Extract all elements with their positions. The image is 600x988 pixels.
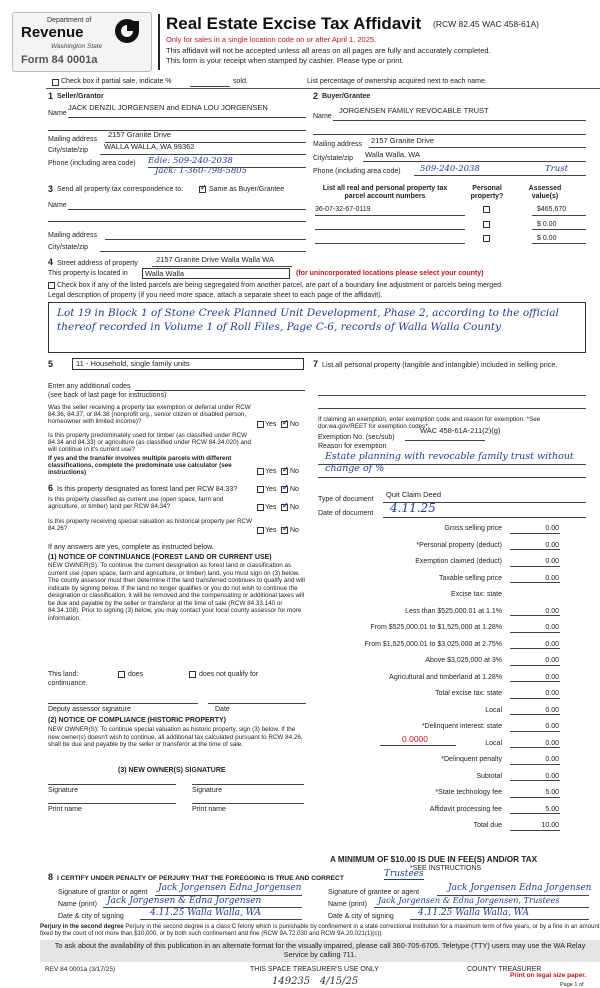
grantor-date-label: Date & city of signing [58,913,124,920]
section-8-num: 8 [48,872,54,882]
finance-row [370,806,560,815]
finance-row-label: Local [485,739,502,747]
assessed-line-2 [532,229,586,230]
parcel-header: List all real and personal property tax parcel account numbers [322,185,448,200]
correspondence-line-2 [48,221,306,222]
section-top-rule [46,88,600,89]
historic-no-label: No [290,527,299,534]
grantee-date-line [410,919,589,920]
this-land-label: This land: [48,671,79,678]
legal-paper-note: Print on legal size paper. [510,972,587,979]
finance-row-value[interactable]: 0.00 [510,558,560,567]
continuance-label: continuance. [48,680,88,687]
section-2-num: 2 [313,91,319,101]
perjury-text: Perjury in the second degree Perjury in the second degree is a class C felony which is punishable by confinement in a state correctional institution for a maximum term of five years, or by a fine in an amount fixed by the court of not more than $10,000, or by both such confinement and fine (RCW 9A.72.030 and RCW 9A.20.021(1)(c)). [40,923,600,937]
correspondence-label: Send all property tax correspondence to: [57,186,184,193]
q2-yes-checkbox[interactable] [257,468,264,475]
finance-row-value[interactable]: 0.00 [510,740,560,749]
street-value[interactable]: 2157 Granite Drive Walla Walla WA [156,255,274,264]
buyer-city[interactable]: Walla Walla, WA [365,150,421,159]
finance-row [370,542,560,551]
dor-logo [12,12,152,72]
finance-row [370,657,560,666]
additional-codes-line [135,390,305,391]
finance-row [370,674,560,683]
timber-question: Is this property predominately used for timber (as classified under RCW 84.34 and 84.33) or agriculture (as classified under RCW 84.34.020) and will continue in it's current use? [48,432,252,454]
finance-row-value[interactable]: 0.00 [510,773,560,782]
reason-line-1 [318,464,586,465]
notice-continuance-heading: (1) NOTICE OF CONTINUANCE (FOREST LAND OR CURRENT USE) [48,554,272,561]
finance-row-value[interactable]: 5.00 [510,789,560,798]
parcel-row-1[interactable] [315,206,371,214]
certify-text: I CERTIFY UNDER PENALTY OF PERJURY THAT THE FOREGOING IS TRUE AND CORRECT [57,875,344,882]
forest-no-label: No [290,486,299,493]
owner-sig-line-2 [192,784,304,785]
grantee-name-label: Name (print) [328,901,367,908]
page-number: Page 1 of [560,982,584,988]
header-warning: Only for sales in a single location code on or after April 1, 2025. [166,35,377,44]
finance-row-value[interactable]: 0.00 [510,723,560,732]
grantee-signature[interactable]: Jack Jorgensen Edna Jorgensen [448,883,592,893]
current-use-no-label: No [290,504,299,511]
finance-row-label: Gross selling price [444,525,502,532]
buyer-mail[interactable]: 2157 Granite Drive [371,136,434,145]
see-instructions: *SEE INSTRUCTIONS [410,865,482,872]
owner-sig-label-2: Signature [192,787,222,794]
street-line [152,266,292,267]
exemption-no-line [405,440,485,441]
finance-row [370,756,560,765]
recording-handnote: 149235 4/15/25 [272,976,359,987]
finance-row-label: From $1,525,000.01 to $3,025,000 at 2.75% [364,640,502,648]
finance-row-value[interactable]: 0.00 [510,641,560,650]
owner-sig-label-1: Signature [48,787,78,794]
buyer-name-line [333,120,586,121]
grantee-date[interactable]: 4.11.25 Walla Walla, WA [418,908,530,918]
historic-yes-label: Yes [265,527,277,534]
grantor-name-label: Name (print) [58,901,97,908]
finance-row-label: Above $3,025,000 at 3% [425,657,502,664]
personal-property-text: List all personal property (tangible and intangible) included in selling price. [322,360,558,369]
seller-phone-line [148,167,306,168]
finance-row [370,558,560,567]
personal-property-checkbox-1[interactable] [483,206,490,213]
finance-row-label: Affidavit processing fee [429,805,502,813]
header-note-1: This affidavit will not be accepted unless all areas on all pages are fully and accurately completed. [166,46,491,55]
parcel-line-1 [315,215,465,216]
buyer-name-line-2 [313,134,586,135]
finance-row [370,707,560,716]
buyer-heading: Buyer/Grantee [322,93,371,100]
finance-row-label: *Delinquent penalty [441,756,502,763]
partial-sold-label: sold. [233,78,248,85]
owner-print-line-1 [48,803,176,804]
assessed-value-header: Assessed value(s) [528,185,562,200]
q2-no-label: No [290,468,299,475]
grantor-signature[interactable]: Jack Jorgensen Edna Jorgensen [158,883,302,893]
finance-row-label: Taxable selling price [438,574,502,582]
finance-row-label: From $525,000.01 to $1,525,000 at 1.28% [370,624,502,631]
finance-row [370,822,560,831]
partial-sale-checkbox[interactable] [52,79,59,86]
minimum-due-note: A MINIMUM OF $10.00 IS DUE IN FEE(S) AND/OR TAX [330,855,538,864]
finance-row-value[interactable]: 0.00 [510,542,560,551]
q1-yes-checkbox[interactable] [257,421,264,428]
finance-row [370,789,560,798]
personal-property-checkbox-2[interactable] [483,221,490,228]
finance-row-label: *State technology fee [435,789,502,796]
historic-yes-checkbox[interactable] [257,527,264,534]
logo-dept: Department of [47,17,92,24]
exemption-deferral-question: Was the seller receiving a property tax exemption or deferral under RCW 84.36, 84.37, or 84.38 (nonprofit org., senior citizen or disabled person, homeowner with limited income)? [48,404,251,426]
correspondence-name-line [68,209,306,210]
q1-no-checkbox[interactable] [281,421,288,428]
doc-date-label: Date of document [318,510,374,517]
correspondence-name-label: Name [48,202,67,209]
perjury-body: Perjury in the second degree is a class C felony which is punishable by confinement in a state correctional institution for a maximum term of five years, or by a fine in an amount fixed by the court of not more than $10,000, or by both such confinement and fine (RCW 9A.72.030 and RCW 9A.20.021(1)(c)). [40,923,600,937]
q1-yes-label: Yes [265,421,277,428]
forest-land-question: Is this property designated as forest land per RCW 84.33? [57,486,238,493]
finance-row [370,690,560,699]
legal-label: Legal description of property (if you need more space, attach a separate sheet to each page of the affidavit). [48,292,383,299]
buyer-mail-line [369,147,586,148]
finance-row [370,608,560,617]
parcel-number-1: 36-07-32-67-0119 [315,206,371,213]
buyer-mail-label: Mailing address [313,141,363,148]
buyer-phone-label: Phone (including area code) [313,168,401,175]
finance-row-label: *Personal property (deduct) [416,541,502,549]
deputy-sig-line [48,703,198,704]
seller-mail[interactable]: 2157 Granite Drive [108,130,171,139]
street-label: Street address of property [57,260,138,267]
buyer-phone[interactable]: 509-240-2038 [420,164,480,174]
land-does-label: does [128,671,144,678]
seller-heading: Seller/Grantor [57,93,104,100]
new-owner-sig-heading: (3) NEW OWNER(S) SIGNATURE [118,767,226,774]
finance-row-value[interactable]: 0.00 [510,608,560,617]
buyer-phone-line [414,175,586,176]
correspondence-mail-label: Mailing address [48,232,98,239]
finance-row [370,591,560,600]
form-title-rcw: (RCW 82.45 WAC 458-61A) [433,19,539,29]
owner-print-label-1: Print name [48,806,82,813]
historic-question: Is this property receiving special valuation as historical property per RCW 84.26? [48,518,253,533]
grantor-sig-label: Signature of grantor or agent [58,889,148,896]
grantor-name[interactable]: Jack Jorgensen & Edna Jorgensen [107,896,262,906]
finance-row-value[interactable]: 0.00 [510,657,560,666]
if-any-yes-note: If any answers are yes, complete as instructed below. [48,544,214,551]
county-treasurer: COUNTY TREASURER [467,966,542,973]
current-use-yes-checkbox[interactable] [257,504,264,511]
finance-row-label: Agricultural and timberland at 1.28% [389,673,502,681]
finance-row [370,525,560,534]
correspondence-city-line [100,251,306,252]
timber-question-note: If yes and the transfer involves multiple parcels with different classifications, complete the predominate use calculator (see instructions) [48,455,232,477]
notice-compliance-text: NEW OWNER(S): To continue special valuation as historic property, sign (3) below. If the new owner(s) doesn't wish to continue, all additional tax calculated pursuant to RCW 84.26, shall be due and payable by the seller or transferor at the time of sale. [48,726,303,749]
finance-row-value[interactable]: 10.00 [510,822,560,831]
finance-row-label: Excise tax: state [451,591,502,598]
owner-print-label-2: Print name [192,806,226,813]
current-use-yes-label: Yes [265,504,277,511]
notice-compliance-heading: (2) NOTICE OF COMPLIANCE (HISTORIC PROPERTY) [48,717,226,724]
finance-row [370,624,560,633]
finance-row [370,773,560,782]
assessed-line-3 [532,243,586,244]
section-7-num: 7 [313,359,319,369]
seller-phone-2[interactable]: Jack: 1-360-798-5805 [155,166,248,176]
land-does-not-label: does not qualify for [199,671,259,678]
form-number: Form 84 0001a [21,54,98,66]
exemption-reason[interactable]: Estate planning with revocable family trust without change of % [325,451,574,475]
partial-percent-line [190,86,230,87]
same-as-buyer-label: Same as Buyer/Grantee [209,186,285,193]
personal-property-checkbox-3[interactable] [483,235,490,242]
parcel-line-2 [315,229,465,230]
finance-row [370,575,560,584]
grantee-sig-label: Signature of grantee or agent [328,889,420,896]
header-note-2: This form is your receipt when stamped by cashier. Please type or print. [166,56,404,65]
assessed-line-1 [532,215,586,216]
deputy-signature-label: Deputy assessor signature [48,706,131,713]
correspondence-mail-line [105,239,306,240]
seller-phone-1[interactable]: Edie: 509-240-2038 [148,156,233,166]
section-1-num: 1 [48,91,54,101]
logo-state: Washington State [51,43,103,50]
q2-yes-label: Yes [265,468,277,475]
owner-sig-line-1 [48,784,176,785]
finance-row-value[interactable]: 0.00 [510,756,560,765]
exemption-no[interactable]: WAC 458-61A-211(2)(g) [420,426,501,435]
finance-row-label: *Delinquent interest: state [421,723,502,730]
finance-row-value[interactable]: 0.00 [510,690,560,699]
located-label: This property is located in [48,270,128,277]
section-6-num: 6 [48,483,54,493]
doc-type-label: Type of document [318,496,374,503]
finance-row-label: Subtotal [476,772,502,780]
finance-row [370,740,560,749]
finance-row-value[interactable]: 0.00 [510,707,560,716]
current-use-question: Is this property classified as current use (open space, farm and agriculture, or timber) land per RCW 84.34? [48,496,224,511]
finance-row-value[interactable]: 0.00 [510,674,560,683]
seller-mail-label: Mailing address [48,136,98,143]
buyer-city-line [363,161,586,162]
additional-codes-label: Enter any additional codes [48,383,131,390]
finance-row-label: Total due [473,822,502,829]
header-divider [158,14,160,70]
land-does-checkbox[interactable] [118,671,125,678]
doc-date-line [383,517,586,518]
land-does-not-checkbox[interactable] [189,671,196,678]
trustees-note: Trustees [384,869,424,879]
unincorporated-note: (for unincorporated locations please select your county) [296,270,484,277]
forest-yes-checkbox[interactable] [257,486,264,493]
correspondence-city-label: City/state/zip [48,244,89,251]
s7-line-2 [318,408,586,409]
same-as-buyer-checkbox[interactable] [199,186,206,193]
grantor-date-line [140,919,302,920]
forest-yes-label: Yes [265,486,277,493]
local-rate-line [380,745,456,746]
grantee-name[interactable]: Jack Jorgensen & Edna Jorgensen, Trustees [378,895,560,905]
exemption-text: If claiming an exemption, enter exemption code and reason for exemption. *See dor.wa.gov/REET for exemption codes*. [318,416,541,431]
additional-codes-note: (see back of last page for instructions) [48,392,167,399]
finance-row-label: Exemption claimed (deduct) [415,558,502,565]
assessed-value-3[interactable]: $ 0.00 [537,235,557,242]
segregated-checkbox[interactable] [48,282,55,289]
section-5-num: 5 [48,359,54,369]
doc-type[interactable]: Quit Claim Deed [386,490,442,499]
notice-continuance-text: NEW OWNER(S): To continue the current designation as forest land or classification as current use (open space, farm and agriculture, or timber) land, you must sign on (3) below. The county assessor must then determine if the land transferred continues to qualify and will indicate by signing below. If the land no longer qualifies or you do not wish to continue the designation or classification, it will be removed and the compensating or additional taxes will be due and payable by the seller or transferor at the time of sale (RCW 84.33.140 or 84.34.108). Prior to signing (3) below, you may contact your local county assessor for more information. [48,562,305,622]
section-4-num: 4 [48,257,54,267]
seller-city[interactable]: WALLA WALLA, WA 99362 [104,142,195,151]
grantee-date-label: Date & city of signing [328,913,394,920]
partial-sale-label: Check box if partial sale, indicate % [61,78,172,85]
section-3-num: 3 [48,184,54,194]
buyer-name[interactable]: JORGENSEN FAMILY REVOCABLE TRUST [339,106,489,115]
deputy-date-label: Date [215,706,230,713]
logo-revenue: Revenue [21,24,84,41]
exemption-no-label: Exemption No. (sec/sub) [318,434,395,441]
seller-name[interactable]: JACK DENZIL JORGENSEN and EDNA LOU JORGENSEN [68,103,268,112]
historic-no-checkbox[interactable] [281,527,288,534]
finance-row-label: Less than $525,000.01 at 1.1% [405,607,502,615]
finance-row [364,640,560,650]
buyer-city-label: City/state/zip [313,155,354,162]
q1-no-label: No [290,421,299,428]
personal-property-header: Personal property? [470,185,504,200]
buyer-name-label: Name [313,113,332,120]
finance-row-label: Local [485,706,502,714]
form-title: Real Estate Excise Tax Affidavit [166,14,422,33]
doc-date[interactable]: 4.11.25 [390,501,436,515]
seller-city-label: City/state/zip [48,147,89,154]
finance-row-label: Total excise tax: state [435,690,502,697]
current-use-no-checkbox[interactable] [281,504,288,511]
owner-print-line-2 [192,803,304,804]
treasurer-use: THIS SPACE TREASURER'S USE ONLY [250,966,379,973]
wa-logo-icon [115,19,139,43]
parcel-line-3 [315,243,465,244]
buyer-phone-note: Trust [545,164,568,174]
seller-name-line [68,117,306,118]
alternate-format-text: To ask about the availability of this publication in an alternate format for the visually impaired, please call 360-705-6705. Teletype (TTY) users may use the WA Relay Service by calling 711. [54,941,586,959]
deputy-date-line [208,703,306,704]
q2-no-checkbox[interactable] [281,468,288,475]
seller-phone-label: Phone (including area code) [48,160,136,167]
ownership-note: List percentage of ownership acquired next to each name. [307,78,487,85]
reason-label: Reason for exemption [318,443,387,450]
location-select[interactable]: Walla Walla [142,268,290,279]
finance-row-value[interactable]: 0.00 [510,575,560,584]
land-use-code[interactable]: 11 - Household, single family units [72,358,304,370]
assessed-value-1[interactable]: $465,670 [537,206,567,213]
seller-name-label: Name [48,110,67,117]
local-rate[interactable]: 0.0000 [402,734,428,744]
rev-number: REV 84 0001a (3/17/25) [45,966,116,973]
seller-city-line [100,154,306,155]
finance-row [370,723,560,732]
finance-row-value[interactable]: 0.00 [510,624,560,633]
seller-name-line-2 [48,130,306,131]
finance-row-value[interactable]: 5.00 [510,806,560,815]
assessed-value-2[interactable]: $ 0.00 [537,221,557,228]
legal-description[interactable]: Lot 19 in Block 1 of Stone Creek Planned Unit Development, Phase 2, according to the official thereof recorded in Volume 1 of Roll Files, Page C-6, records of Walla Walla County [48,302,586,353]
reason-line-2 [318,477,586,478]
segregated-label: Check box if any of the listed parcels are being segregated from another parcel, are part of a boundary line adjustment or parcels being merged. [57,282,503,289]
s7-line-1 [318,395,586,396]
grantor-date[interactable]: 4.11.25 Walla Walla, WA [150,908,262,918]
finance-row-value[interactable]: 0.00 [510,525,560,534]
forest-no-checkbox[interactable] [281,486,288,493]
